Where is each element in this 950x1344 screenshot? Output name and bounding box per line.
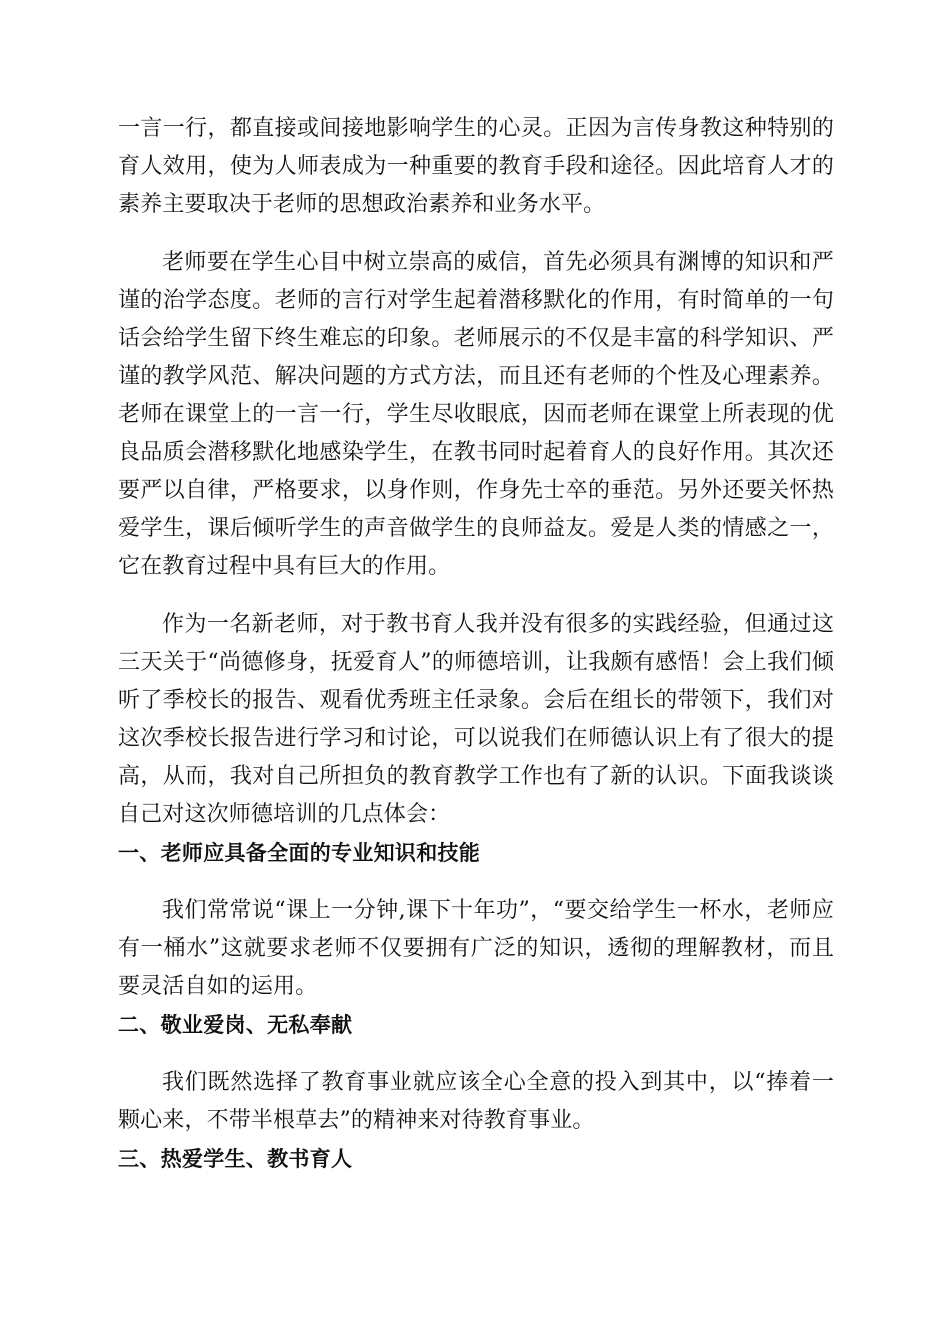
document-page [118, 110, 834, 1178]
section-heading-1: 一、老师应具备全面的专业知识和技能 [118, 841, 481, 865]
section-body-1: 我们常常说“课上一分钟,课下十年功”，“要交给学生一杯水，老师应有一桶水”这就要求老师不仅要拥有广泛的知识，透彻的理解教材，而且要灵活自如的运用。 [118, 898, 834, 999]
paragraph-teacher-prestige: 老师要在学生心目中树立崇高的威信，首先必须具有渊博的知识和严谨的治学态度。老师的言行对学生起着潜移默化的作用，有时简单的一句话会给学生留下终生难忘的印象。老师展示的不仅是丰富的科学知识、严谨的教学风范、解决问题的方式方法，而且还有老师的个性及心理素养。老师在课堂上的一言一行，学生尽收眼底，因而老师在课堂上所表现的优良品质会潜移默化地感染学生，在教书同时起着育人的良好作用。其次还要严以自律，严格要求，以身作则，作身先士卒的垂范。另外还要关怀热爱学生，课后倾听学生的声音做学生的良师益友。爱是人类的情感之一，它在教育过程中具有巨大的作用。 [118, 250, 834, 579]
paragraph-continuation: 一言一行，都直接或间接地影响学生的心灵。正因为言传身教这种特别的育人效用，使为人师表成为一种重要的教育手段和途径。因此培育人才的素养主要取决于老师的思想政治素养和业务水平。 [118, 116, 834, 217]
section-heading-2: 二、敬业爱岗、无私奉献 [118, 1013, 353, 1037]
paragraph-new-teacher-reflection: 作为一名新老师，对于教书育人我并没有很多的实践经验，但通过这三天关于“尚德修身，抚爱育人”的师德培训，让我颇有感悟！会上我们倾听了季校长的报告、观看优秀班主任录象。会后在组长的带领下，我们对这次季校长报告进行学习和讨论，可以说我们在师德认识上有了很大的提高，从而，我对自己所担负的教育教学工作也有了新的认识。下面我谈谈自己对这次师德培训的几点体会： [118, 612, 834, 827]
section-body-2: 我们既然选择了教育事业就应该全心全意的投入到其中，以“捧着一颗心来，不带半根草去”的精神来对待教育事业。 [118, 1070, 834, 1133]
section-heading-3: 三、热爱学生、教书育人 [118, 1147, 353, 1171]
